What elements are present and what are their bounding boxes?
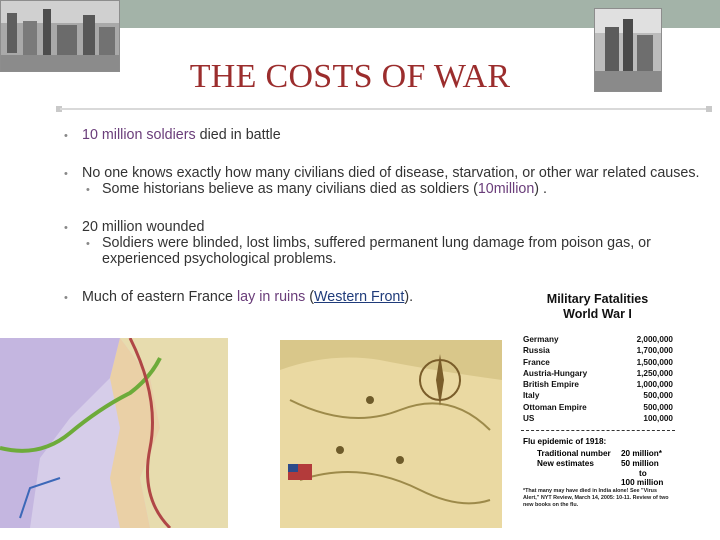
bullet-glyph: • (64, 130, 68, 142)
table-row: Germany 2,000,000 (523, 335, 673, 344)
slide-title: THE COSTS OF WAR (189, 58, 511, 95)
fatalities-title: Military Fatalities (546, 292, 649, 306)
flu-new-label: New estimates (537, 459, 594, 468)
bullet-glyph: • (64, 168, 68, 180)
bullet-civilians: • No one knows exactly how many civilians died of disease, starvation, or other war related causes. (64, 165, 700, 181)
title-rule-right-cap (706, 106, 712, 112)
bullet-glyph: • (86, 184, 90, 196)
illustrated-map (280, 340, 502, 528)
table-row: Ottoman Empire 500,000 (523, 402, 673, 412)
table-row: British Empire 1,000,000 (523, 380, 673, 390)
sub-bullet-injuries: • Soldiers were blinded, lost limbs, suffered permanent lung damage from poison gas, or experienced psychological problems. (86, 235, 651, 267)
bullet-france-ruins: • Much of eastern France lay in ruins (Western Front). (64, 289, 414, 305)
table-row: Austria-Hungary 1,250,000 (523, 368, 673, 378)
fatalities-rows (523, 334, 673, 424)
table-row: France 1,500,000 (523, 357, 673, 367)
sub-bullet-historians: • Some historians believe as many civilians died as soldiers (10million) . (86, 181, 547, 197)
bullet-glyph: • (64, 222, 68, 234)
flu-new-value: 50 million (621, 459, 659, 468)
fatalities-footnote: *That many may have died in India alone! See "Virus Alert," NYT Review, March 14, 2005: 10-11. Review of two new books on the flu. (523, 488, 669, 508)
western-front-link[interactable]: Western Front (314, 289, 405, 305)
flu-max-value: 100 million (621, 478, 664, 487)
table-row: US 100,000 (523, 414, 673, 424)
title-rule (60, 108, 708, 110)
flu-epidemic-heading: Flu epidemic of 1918: (523, 437, 607, 446)
flu-traditional-label: Traditional number (537, 449, 611, 458)
western-front-map (0, 338, 228, 528)
bullet-glyph: • (86, 238, 90, 250)
bullet-soldiers-died: • 10 million soldiers died in battle (64, 127, 281, 143)
fatalities-subtitle: World War I (563, 307, 632, 321)
bullet-glyph: • (64, 292, 68, 304)
table-row: Russia 1,700,000 (523, 346, 673, 356)
table-divider (521, 430, 675, 431)
military-fatalities-table (515, 292, 680, 520)
bullet-list (58, 127, 718, 305)
bullet-wounded: • 20 million wounded (64, 219, 205, 235)
table-row: Italy 500,000 (523, 391, 673, 401)
flu-to: to (639, 469, 647, 478)
flu-traditional-value: 20 million* (621, 449, 662, 458)
